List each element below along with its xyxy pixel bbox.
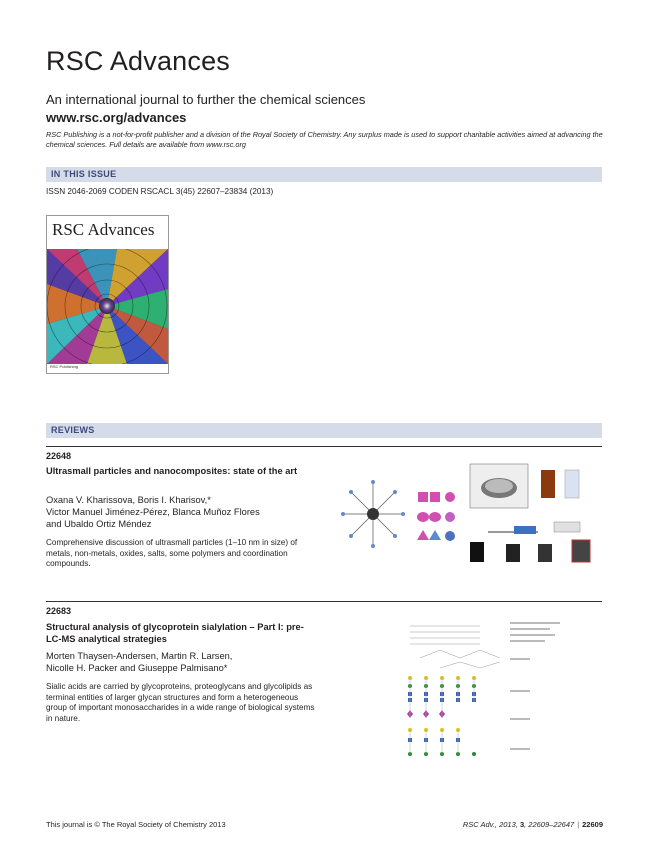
article-divider bbox=[46, 601, 602, 602]
article-page-number[interactable]: 22683 bbox=[46, 606, 72, 616]
in-this-issue-heading: IN THIS ISSUE bbox=[46, 167, 602, 182]
reviews-heading: REVIEWS bbox=[46, 423, 602, 438]
article-abstract: Sialic acids are carried by glycoproteins, proteoglycans and glycolipids as terminal entities of larger glycan structures and form a heterogeneous group of important monosaccharides in a wide range of biological systems in nature. bbox=[46, 682, 315, 723]
article-divider bbox=[46, 446, 602, 447]
article-page-number[interactable]: 22648 bbox=[46, 451, 72, 461]
journal-title: RSC Advances bbox=[46, 46, 230, 76]
article-authors-line1: Morten Thaysen-Andersen, Martin R. Larsen, bbox=[46, 651, 233, 661]
footer-year: , 2013, bbox=[494, 820, 520, 829]
cover-artwork bbox=[47, 249, 168, 364]
article-authors-line2: Victor Manuel Jiménez-Pérez, Blanca Muñoz Flores bbox=[46, 507, 260, 517]
article-authors-line1: Oxana V. Kharissova, Boris I. Kharisov,* bbox=[46, 495, 211, 505]
footer-separator: | bbox=[577, 820, 580, 829]
footer-volume: 3 bbox=[519, 820, 525, 829]
article-title[interactable]: Structural analysis of glycoprotein sialylation – Part I: pre-LC-MS analytical strategies bbox=[46, 622, 304, 644]
cover-title: RSC Advances bbox=[52, 220, 155, 239]
footer-citation bbox=[463, 820, 603, 829]
journal-tagline: An international journal to further the chemical sciences bbox=[46, 92, 366, 107]
footer-journal: RSC Adv. bbox=[462, 820, 495, 829]
graphical-abstract-glycans bbox=[400, 618, 600, 768]
article-title[interactable]: Ultrasmall particles and nanocomposites: state of the art bbox=[46, 466, 298, 476]
issn-line: ISSN 2046-2069 CODEN RSCACL 3(45) 22607–23834 (2013) bbox=[46, 187, 274, 196]
cover-image[interactable] bbox=[46, 215, 169, 374]
cover-publisher-logo: RSC Publishing bbox=[50, 364, 79, 369]
footer-copyright: This journal is © The Royal Society of Chemistry 2013 bbox=[46, 820, 226, 829]
publisher-disclaimer: RSC Publishing is a not-for-profit publisher and a division of the Royal Society of Chemistry. Any surplus made is used to support charitable activities aimed at advancing the chemical sciences. Full details are available from www.rsc.org bbox=[46, 130, 603, 149]
article-abstract: Comprehensive discussion of ultrasmall particles (1–10 nm in size) of metals, non-metals, oxides, salts, some polymers and coordination compounds. bbox=[46, 538, 298, 568]
journal-url[interactable]: www.rsc.org/advances bbox=[46, 110, 187, 125]
graphical-abstract-nanoparticles bbox=[338, 462, 606, 572]
footer-page-number: 22609 bbox=[582, 820, 603, 829]
article-authors-line3: and Ubaldo Ortiz Méndez bbox=[46, 519, 152, 529]
article-authors-line2: Nicolle H. Packer and Giuseppe Palmisano* bbox=[46, 663, 228, 673]
footer-pages: , 22609–22647 bbox=[524, 820, 575, 829]
